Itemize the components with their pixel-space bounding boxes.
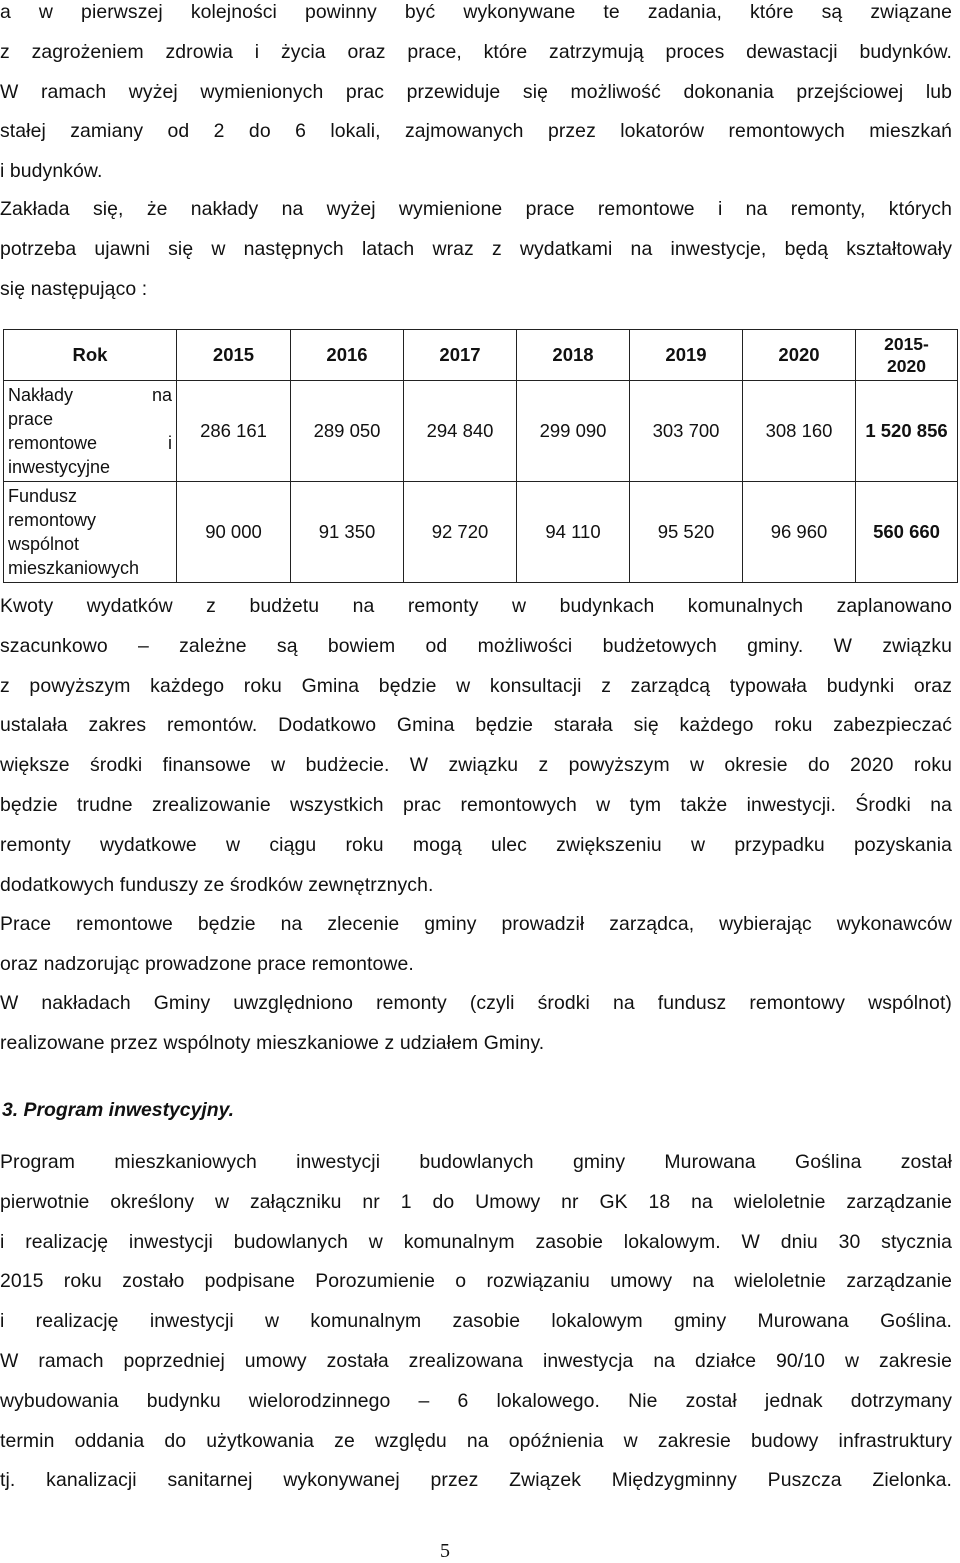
text-line: i realizację inwestycji w komunalnym zasobie lokalowym gminy Murowana Goślina. — [0, 1310, 952, 1333]
text-line: 2015 roku zostało podpisane Porozumienie o rozwiązaniu umowy na wieloletnie zarządzanie — [0, 1270, 952, 1293]
text-line: większe środki finansowe w budżecie. W związku z powyższym w okresie do 2020 roku — [0, 754, 952, 777]
text-line: termin oddania do użytkowania ze względu na opóźnienia w zakresie budowy infrastruktury — [0, 1429, 952, 1452]
table-cell-total: 560 660 — [856, 482, 958, 583]
row-label-line: wspólnot — [8, 534, 80, 554]
header-year: 2019 — [630, 330, 743, 381]
table-cell: 308 160 — [743, 381, 856, 482]
header-year: 2016 — [291, 330, 404, 381]
paragraph-communities — [0, 984, 952, 1064]
table-cell: 92 720 — [404, 482, 517, 583]
text-line: Zakłada się, że nakłady na wyżej wymienione prace remontowe i na remonty, których — [0, 198, 952, 220]
text-line: W ramach poprzedniej umowy została zrealizowana inwestycja na działce 90/10 w zakresie — [0, 1349, 952, 1372]
text-line: dodatkowych funduszy ze środków zewnętrznych. — [0, 873, 434, 896]
text-line: oraz nadzorując prowadzone prace remontowe. — [0, 952, 414, 975]
text-line: Kwoty wydatków z budżetu na remonty w budynkach komunalnych zaplanowano — [0, 595, 952, 617]
row-label-line: inwestycyjne — [8, 457, 111, 477]
table-cell-total: 1 520 856 — [856, 381, 958, 482]
row-label-line: remontowe i — [8, 433, 172, 453]
table-cell: 91 350 — [291, 482, 404, 583]
header-year: 2015 — [177, 330, 291, 381]
header-year: 2018 — [517, 330, 630, 381]
table-header-row — [4, 330, 958, 381]
paragraph-assumptions — [0, 190, 952, 309]
text-line: będzie trudne zrealizowanie wszystkich prac remontowych w tym także inwestycji. Środki na — [0, 793, 952, 816]
table-cell: 286 161 — [177, 381, 291, 482]
row-label-line: mieszkaniowych — [8, 558, 140, 578]
row-label-line: prace — [8, 409, 54, 429]
paragraph-investment-program — [0, 1143, 952, 1501]
text-line: a w pierwszej kolejności powinny być wykonywane te zadania, które są związane — [0, 1, 952, 23]
table-cell: 294 840 — [404, 381, 517, 482]
text-line: W ramach wyżej wymienionych prac przewiduje się możliwość dokonania przejściowej lub — [0, 80, 952, 103]
text-line: wybudowania budynku wielorodzinnego – 6 lokalowego. Nie został jednak dotrzymany — [0, 1389, 952, 1412]
row-label — [4, 482, 177, 583]
text-line: ustalała zakres remontów. Dodatkowo Gmina będzie starała się każdego roku zabezpieczać — [0, 714, 952, 737]
table-cell: 95 520 — [630, 482, 743, 583]
paragraph-intro — [0, 0, 952, 192]
row-label-line: remontowy — [8, 510, 97, 530]
text-line: z powyższym każdego roku Gmina będzie w konsultacji z zarządcą typowała budynki oraz — [0, 674, 952, 697]
paragraph-contractor — [0, 905, 952, 985]
paragraph-budget — [0, 587, 952, 905]
text-line: stałej zamiany od 2 do 6 lokali, zajmowanych przez lokatorów remontowych mieszkań — [0, 120, 952, 143]
text-line: i realizację inwestycji budowlanych w komunalnym zasobie lokalowym. W dniu 30 stycznia — [0, 1230, 952, 1253]
row-label — [4, 381, 177, 482]
table-row — [4, 381, 958, 482]
table-cell: 289 050 — [291, 381, 404, 482]
header-range — [856, 330, 958, 381]
text-line: z zagrożeniem zdrowia i życia oraz prace, które zatrzymują proces dewastacji budynków. — [0, 40, 952, 63]
page-number: 5 — [440, 1540, 450, 1562]
text-line: i budynków. — [0, 160, 103, 183]
header-range-line: 2015- — [884, 334, 929, 354]
text-line: tj. kanalizacji sanitarnej wykonywanej przez Związek Międzygminny Puszcza Zielonka. — [0, 1469, 952, 1492]
text-line: W nakładach Gminy uwzględniono remonty (czyli środki na fundusz remontowy wspólnot) — [0, 992, 952, 1014]
text-line: się następująco : — [0, 277, 148, 300]
section-heading: 3. Program inwestycyjny. — [2, 1099, 235, 1121]
header-year: 2017 — [404, 330, 517, 381]
text-line: Prace remontowe będzie na zlecenie gminy prowadził zarządca, wybierając wykonawców — [0, 913, 952, 935]
table-cell: 94 110 — [517, 482, 630, 583]
row-label-line: Fundusz — [8, 486, 78, 506]
header-year: 2020 — [743, 330, 856, 381]
text-line: szacunkowo – zależne są bowiem od możliwości budżetowych gminy. W związku — [0, 634, 952, 657]
text-line: potrzeba ujawni się w następnych latach wraz z wydatkami na inwestycje, będą kształtowały — [0, 237, 952, 260]
text-line: remonty wydatkowe w ciągu roku mogą ulec zwiększeniu w przypadku pozyskania — [0, 833, 952, 856]
header-range-line: 2020 — [887, 356, 926, 376]
table-row — [4, 482, 958, 583]
table-cell: 96 960 — [743, 482, 856, 583]
text-line: realizowane przez wspólnoty mieszkaniowe z udziałem Gminy. — [0, 1031, 545, 1054]
text-line: pierwotnie określony w załączniku nr 1 do Umowy nr GK 18 na wieloletnie zarządzanie — [0, 1190, 952, 1213]
header-rok: Rok — [4, 330, 177, 381]
table-cell: 90 000 — [177, 482, 291, 583]
row-label-line: Nakłady na — [8, 385, 172, 405]
text-line: Program mieszkaniowych inwestycji budowlanych gminy Murowana Goślina został — [0, 1151, 952, 1173]
expenditure-table — [3, 329, 958, 583]
table-cell: 299 090 — [517, 381, 630, 482]
table-cell: 303 700 — [630, 381, 743, 482]
